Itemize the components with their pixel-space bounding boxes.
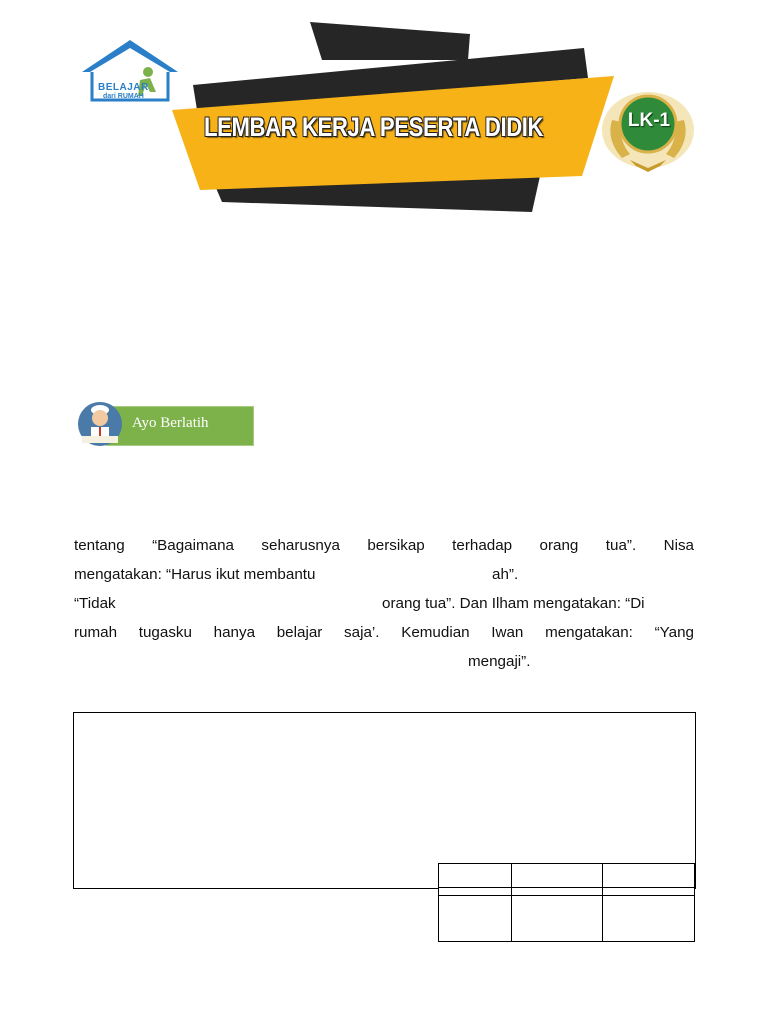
- table-row: [439, 896, 695, 942]
- laurel-badge-icon: [602, 92, 694, 172]
- table-row: [439, 864, 695, 888]
- ayo-berlatih-label: [76, 398, 254, 448]
- page-title: LEMBAR KERJA PESERTA DIDIK: [204, 112, 544, 142]
- score-table: [438, 863, 695, 942]
- table-cell[interactable]: [439, 896, 512, 942]
- paragraph-line-5: mengaji”.: [468, 653, 531, 670]
- table-cell[interactable]: [603, 888, 695, 896]
- lk-badge-label: LK-1: [627, 110, 671, 131]
- table-cell[interactable]: [439, 864, 512, 888]
- paragraph-line-4: rumah tugasku hanya belajar saja’. Kemudian Iwan mengatakan: “Yang: [74, 624, 694, 641]
- table-cell[interactable]: [512, 864, 603, 888]
- table-cell[interactable]: [603, 896, 695, 942]
- paragraph-line-1: tentang “Bagaimana seharusnya bersikap terhadap orang tua”. Nisa: [74, 537, 694, 554]
- table-cell[interactable]: [512, 888, 603, 896]
- logo-text-belajar: BELAJAR: [98, 82, 149, 93]
- table-row: [439, 888, 695, 896]
- paragraph-line-2b: ah”.: [492, 566, 519, 583]
- banner-dark-slab-top: [310, 22, 470, 60]
- table-cell[interactable]: [439, 888, 512, 896]
- logo-text-dari-rumah: dari RUMAH: [103, 93, 144, 100]
- paragraph-line-3b: orang tua”. Dan Ilham mengatakan: “Di: [382, 595, 645, 612]
- ayo-berlatih-text: Ayo Berlatih: [132, 415, 209, 431]
- table-cell[interactable]: [512, 896, 603, 942]
- paragraph-line-3a: “Tidak: [74, 595, 116, 612]
- table-cell[interactable]: [603, 864, 695, 888]
- student-reading-icon: [76, 398, 126, 448]
- paragraph-line-2a: mengatakan: “Harus ikut membantu: [74, 566, 316, 583]
- exercise-paragraph: [74, 531, 694, 681]
